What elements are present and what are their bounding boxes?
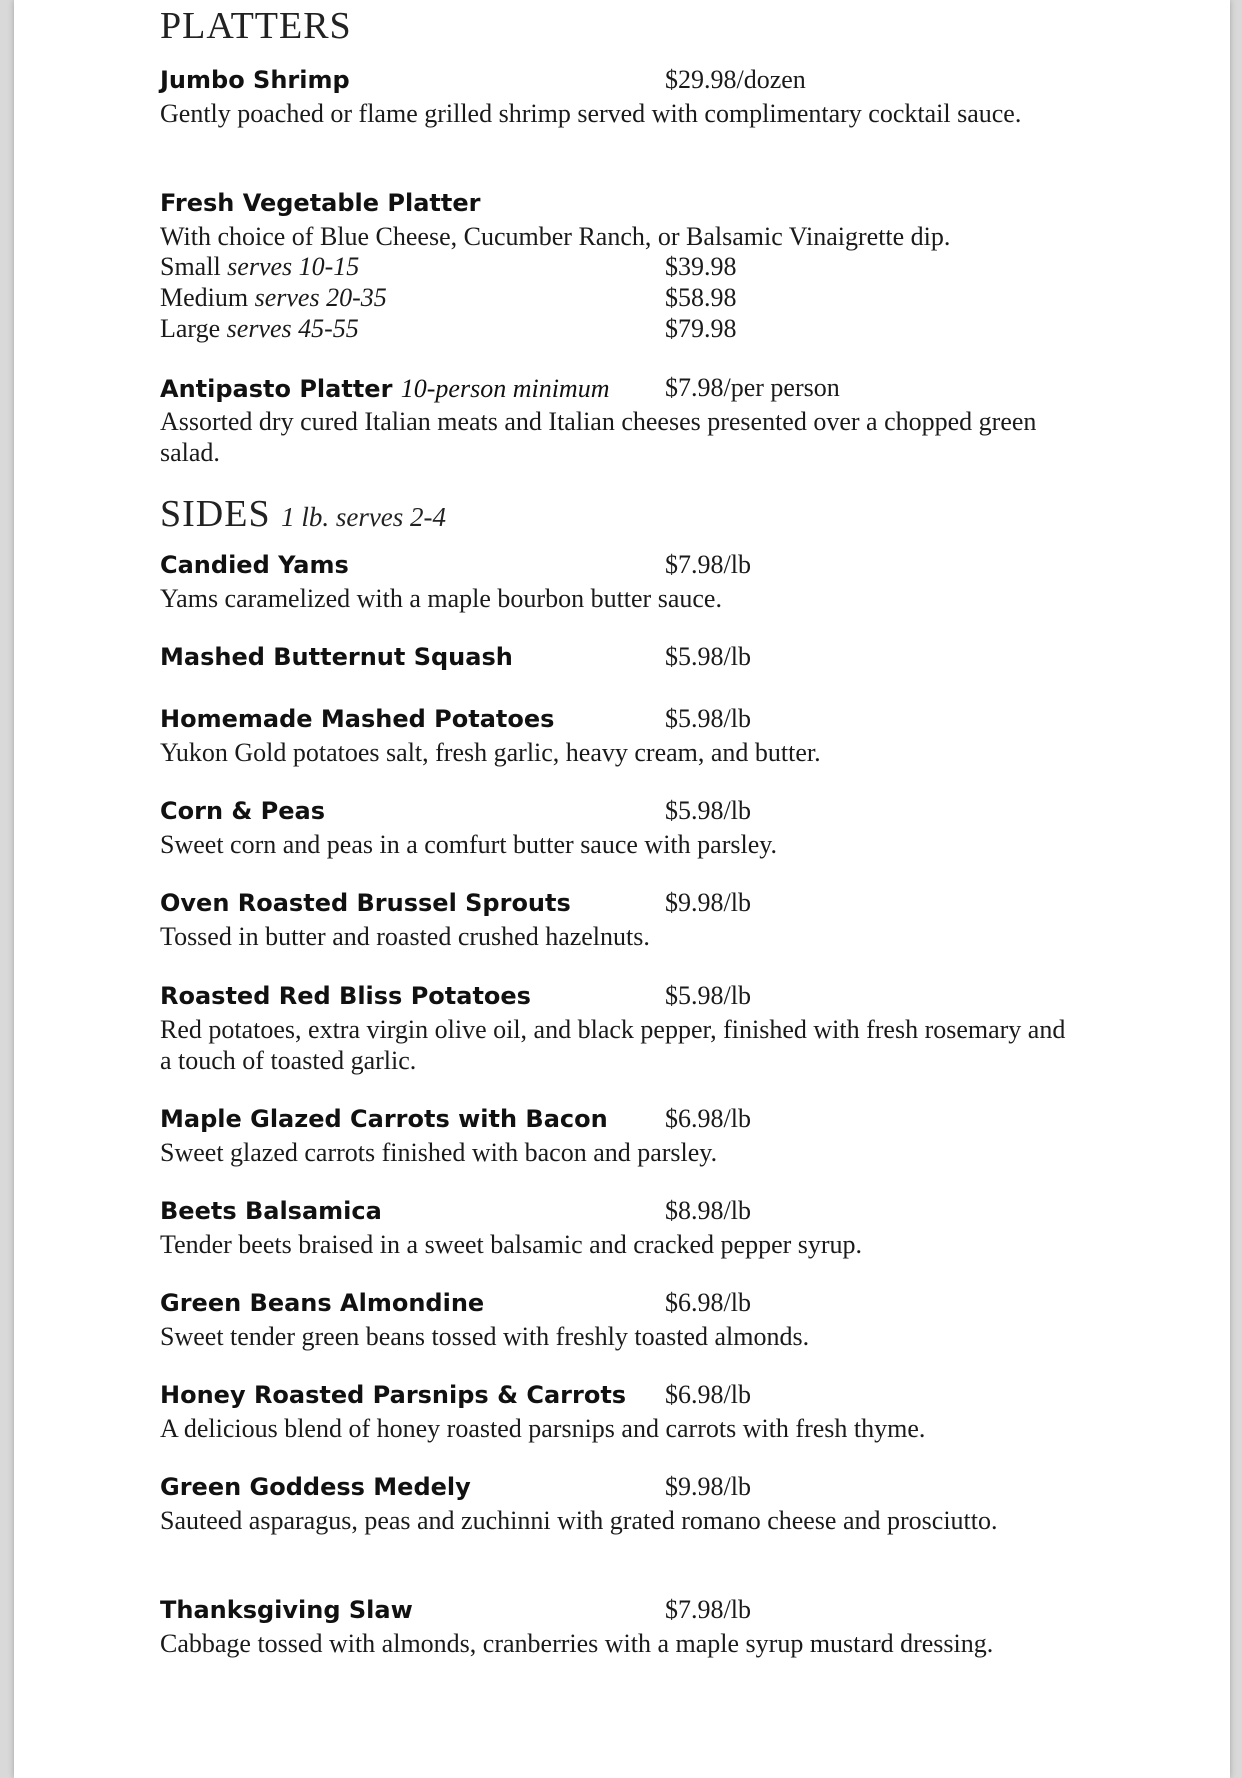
platters-heading: PLATTERS — [160, 5, 352, 47]
side-item — [160, 643, 1100, 675]
side-item — [160, 1289, 1100, 1352]
item-name: Thanksgiving Slaw — [160, 1596, 413, 1624]
item-description: Sweet glazed carrots finished with bacon and parsley. — [160, 1138, 718, 1167]
side-item — [160, 1596, 1100, 1659]
size-label: Large — [160, 314, 221, 343]
item-price: $5.98/lb — [665, 981, 751, 1010]
side-item — [160, 797, 1100, 860]
item-description: Sweet tender green beans tossed with freshly toasted almonds. — [160, 1322, 810, 1351]
item-description: With choice of Blue Cheese, Cucumber Ranch, or Balsamic Vinaigrette dip. — [160, 222, 951, 251]
item-price: $7.98/lb — [665, 1595, 751, 1624]
sides-note: 1 lb. serves 2-4 — [281, 502, 447, 532]
item-name: Candied Yams — [160, 551, 349, 579]
item-name: Homemade Mashed Potatoes — [160, 705, 555, 733]
size-label: Medium — [160, 283, 249, 312]
item-name: Maple Glazed Carrots with Bacon — [160, 1105, 608, 1133]
menu-item-jumbo-shrimp — [160, 66, 1100, 129]
sides-heading — [160, 492, 446, 536]
menu-page — [14, 0, 1230, 1778]
item-price: $7.98/lb — [665, 550, 751, 579]
item-description: A delicious blend of honey roasted parsnips and carrots with fresh thyme. — [160, 1414, 926, 1443]
item-price: $5.98/lb — [665, 704, 751, 733]
item-description: Tender beets braised in a sweet balsamic and cracked pepper syrup. — [160, 1230, 863, 1259]
item-price: $8.98/lb — [665, 1196, 751, 1225]
side-item — [160, 1105, 1100, 1168]
item-name — [160, 374, 609, 404]
item-description: Assorted dry cured Italian meats and Italian cheeses presented over a chopped green salad. — [160, 407, 1037, 467]
item-price: $9.98/lb — [665, 1472, 751, 1501]
item-price: $6.98/lb — [665, 1380, 751, 1409]
item-description: Tossed in butter and roasted crushed hazelnuts. — [160, 922, 650, 951]
item-price: $7.98/per person — [665, 373, 840, 402]
size-price: $79.98 — [665, 314, 737, 343]
sides-title: SIDES — [160, 493, 271, 535]
item-description: Gently poached or flame grilled shrimp served with complimentary cocktail sauce. — [160, 99, 1022, 128]
item-price: $9.98/lb — [665, 888, 751, 917]
side-item — [160, 705, 1100, 768]
size-option-small — [160, 252, 1100, 283]
size-serves: serves 45-55 — [226, 314, 359, 343]
item-description: Sweet corn and peas in a comfurt butter sauce with parsley. — [160, 830, 778, 859]
item-price: $29.98/dozen — [665, 65, 806, 94]
item-price: $5.98/lb — [665, 642, 751, 671]
size-serves: serves 20-35 — [254, 283, 387, 312]
item-description: Red potatoes, extra virgin olive oil, and black pepper, finished with fresh rosemary and a touch of toasted garlic. — [160, 1015, 1066, 1075]
item-name: Honey Roasted Parsnips & Carrots — [160, 1381, 627, 1409]
menu-item-vegetable-platter — [160, 189, 1100, 345]
size-option-medium — [160, 283, 1100, 314]
item-description: Sauteed asparagus, peas and zuchinni with grated romano cheese and prosciutto. — [160, 1506, 998, 1535]
side-item — [160, 889, 1100, 952]
item-price: $6.98/lb — [665, 1104, 751, 1133]
size-serves: serves 10-15 — [227, 252, 360, 281]
side-item — [160, 982, 1100, 1076]
side-item — [160, 1197, 1100, 1260]
item-note: 10-person minimum — [400, 374, 610, 403]
item-name: Mashed Butternut Squash — [160, 643, 513, 671]
antipasto-name: Antipasto Platter — [160, 375, 393, 403]
item-price: $6.98/lb — [665, 1288, 751, 1317]
item-name: Roasted Red Bliss Potatoes — [160, 982, 531, 1010]
menu-item-antipasto — [160, 374, 1100, 468]
size-price: $58.98 — [665, 283, 737, 312]
side-item — [160, 1381, 1100, 1444]
item-name: Green Goddess Medely — [160, 1473, 471, 1501]
size-price: $39.98 — [665, 252, 737, 281]
item-name: Beets Balsamica — [160, 1197, 382, 1225]
item-name: Fresh Vegetable Platter — [160, 189, 481, 217]
side-item — [160, 551, 1100, 614]
size-option-large — [160, 314, 1100, 345]
item-name: Corn & Peas — [160, 797, 326, 825]
item-name: Oven Roasted Brussel Sprouts — [160, 889, 571, 917]
item-description: Cabbage tossed with almonds, cranberries with a maple syrup mustard dressing. — [160, 1629, 994, 1658]
item-description: Yams caramelized with a maple bourbon butter sauce. — [160, 584, 722, 613]
item-name: Jumbo Shrimp — [160, 66, 350, 94]
side-item — [160, 1473, 1100, 1536]
item-name: Green Beans Almondine — [160, 1289, 485, 1317]
item-description: Yukon Gold potatoes salt, fresh garlic, heavy cream, and butter. — [160, 738, 821, 767]
item-price: $5.98/lb — [665, 796, 751, 825]
size-label: Small — [160, 252, 221, 281]
